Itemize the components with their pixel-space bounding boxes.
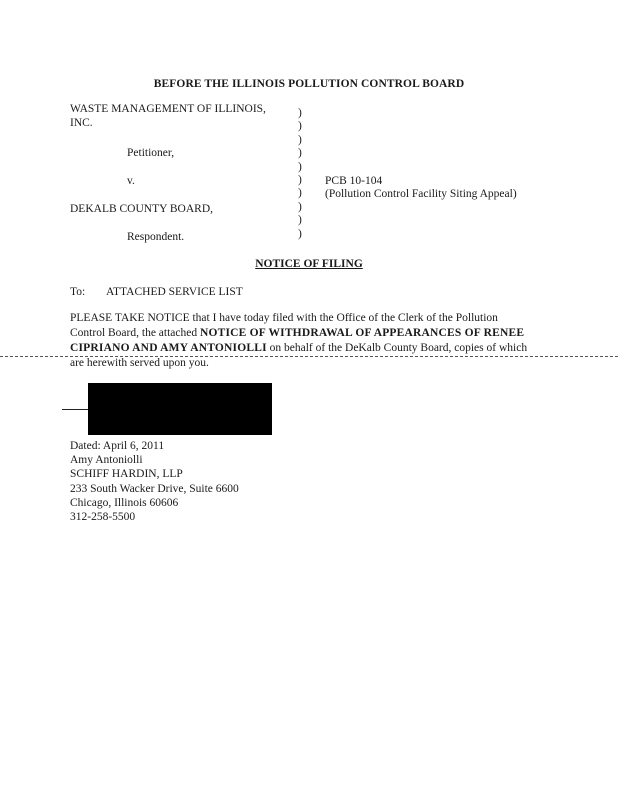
document-title: BEFORE THE ILLINOIS POLLUTION CONTROL BOARD	[153, 78, 465, 90]
paren: )	[298, 133, 302, 146]
signature-block	[70, 439, 239, 524]
paren: )	[298, 227, 302, 240]
address-line1: 233 South Wacker Drive, Suite 6600	[70, 482, 239, 495]
caption-parentheses	[298, 107, 302, 241]
paren: )	[298, 200, 302, 213]
signature-line	[62, 409, 88, 410]
paren: )	[298, 147, 302, 160]
paren: )	[298, 173, 302, 186]
body-text-1: PLEASE TAKE NOTICE that I have today filed with the Office of the Clerk of the Pollution Control Board, the attached	[70, 312, 498, 339]
petitioner-name-line2: INC.	[70, 117, 93, 129]
attorney-name: Amy Antoniolli	[70, 454, 143, 467]
scan-line	[0, 356, 618, 357]
versus-label: v.	[127, 175, 135, 187]
paren: )	[298, 187, 302, 200]
case-type: (Pollution Control Facility Siting Appeal)	[325, 188, 517, 200]
petitioner-name-line1: WASTE MANAGEMENT OF ILLINOIS,	[70, 103, 266, 115]
petitioner-role: Petitioner,	[127, 147, 175, 159]
paren: )	[298, 120, 302, 133]
service-list: ATTACHED SERVICE LIST	[106, 286, 243, 298]
notice-body	[70, 311, 530, 371]
body-bold-title: NOTICE OF WITHDRAWAL OF APPEARANCES OF RENEE CIPRIANO AND AMY ANTONIOLLI	[70, 327, 525, 354]
paren: )	[298, 107, 302, 119]
dated: Dated: April 6, 2011	[70, 440, 165, 452]
to-label: To:	[70, 286, 86, 298]
notice-heading: NOTICE OF FILING	[255, 258, 363, 270]
address-line2: Chicago, Illinois 60606	[70, 496, 179, 509]
case-number: PCB 10-104	[325, 175, 383, 187]
law-firm: SCHIFF HARDIN, LLP	[70, 468, 183, 481]
paren: )	[298, 160, 302, 173]
body-text-2: on behalf of the DeKalb County Board, copies of which are herewith served upon you.	[70, 342, 528, 369]
redacted-signature	[88, 383, 272, 435]
respondent-role: Respondent.	[127, 231, 185, 243]
phone: 312-258-5500	[70, 510, 136, 523]
paren: )	[298, 214, 302, 227]
respondent-name: DEKALB COUNTY BOARD,	[70, 203, 214, 215]
